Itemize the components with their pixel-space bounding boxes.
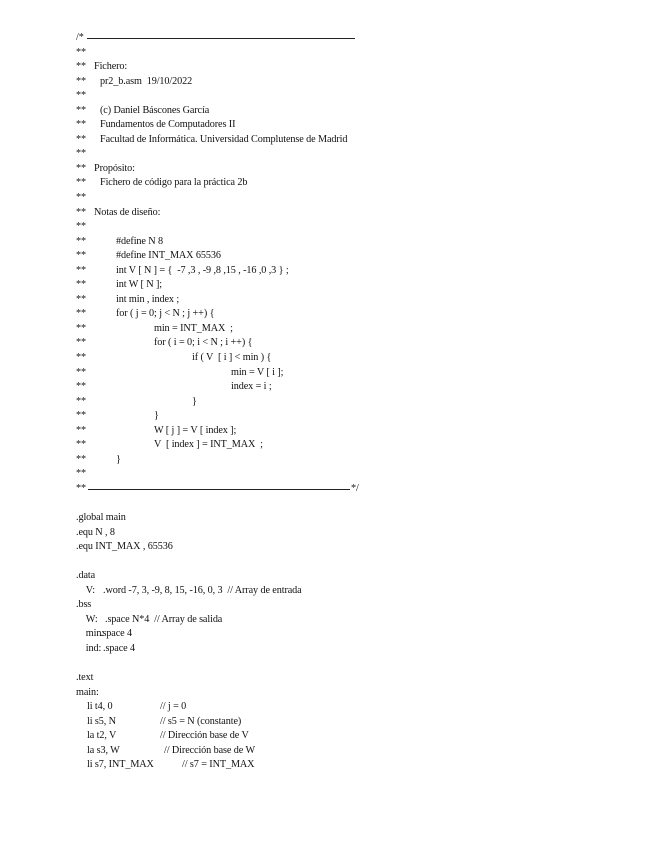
comment-star: **: [76, 75, 86, 87]
directive-text: .global main: [76, 512, 126, 524]
header-line: [76, 409, 636, 424]
comment-star: **: [76, 46, 86, 58]
min-label: min:: [85, 628, 105, 640]
comment-star: **: [76, 381, 86, 393]
directive-line: [76, 526, 636, 541]
label-line: [76, 686, 636, 701]
instruction-line: [76, 758, 636, 773]
header-line: [76, 380, 636, 395]
header-line: [76, 395, 636, 410]
header-line: [76, 89, 636, 104]
header-line: [76, 249, 636, 264]
document-page: [76, 31, 636, 773]
label-line: [76, 642, 636, 657]
header-line: [76, 366, 636, 381]
comment-star: **: [76, 424, 86, 436]
comment-close-prefix: **: [76, 482, 86, 494]
directive-text: .equ N , 8: [76, 526, 115, 538]
header-line-text: }: [116, 453, 121, 465]
header-line: [76, 351, 636, 366]
instruction-line: [76, 715, 636, 730]
comment-star: **: [76, 366, 86, 378]
header-line: [76, 75, 636, 90]
header-line-text: for ( j = 0; j < N ; j ++) {: [116, 308, 215, 320]
comment-star: **: [76, 206, 86, 218]
instruction-op: la s3, W: [87, 744, 120, 756]
w-label: W:: [85, 613, 98, 625]
v-label: V:: [85, 584, 96, 596]
header-line: [76, 104, 636, 119]
comment-star: **: [76, 133, 86, 145]
comment-rule: [88, 489, 350, 490]
comment-star: **: [76, 395, 86, 407]
header-line-text: Fundamentos de Computadores II: [100, 119, 236, 131]
instruction-comment: // s7 = INT_MAX: [182, 759, 255, 771]
comment-open-line: [76, 31, 636, 46]
header-line-text: index = i ;: [231, 381, 272, 393]
header-line-text: min = INT_MAX ;: [154, 322, 233, 334]
header-line: [76, 46, 636, 61]
header-line: [76, 467, 636, 482]
label-line: [76, 627, 636, 642]
header-line-text: }: [192, 395, 197, 407]
header-line-text: V [ index ] = INT_MAX ;: [154, 439, 263, 451]
instruction-op: li s5, N: [87, 715, 116, 727]
header-line: [76, 278, 636, 293]
header-line: [76, 60, 636, 75]
header-line: [76, 220, 636, 235]
header-line: [76, 322, 636, 337]
comment-star: **: [76, 177, 86, 189]
comment-star: **: [76, 308, 86, 320]
section-line: [76, 671, 636, 686]
comment-star: **: [76, 352, 86, 364]
comment-close-mark: */: [351, 482, 359, 494]
instruction-op: li t4, 0: [87, 701, 113, 713]
comment-star: **: [76, 337, 86, 349]
instruction-op: la t2, V: [87, 730, 117, 742]
comment-star: **: [76, 221, 86, 233]
instruction-line: [76, 700, 636, 715]
comment-open-mark: /*: [76, 32, 84, 43]
header-line-text: }: [154, 410, 159, 422]
instruction-comment: // s5 = N (constante): [160, 715, 242, 727]
header-line: [76, 336, 636, 351]
comment-star: **: [76, 192, 86, 204]
header-line-text: Facultad de Informática. Universidad Complutense de Madrid: [100, 133, 348, 145]
header-line-text: Propósito:: [94, 162, 135, 174]
comment-star: **: [76, 264, 86, 276]
header-line: [76, 235, 636, 250]
instruction-comment: // Dirección base de V: [160, 730, 249, 742]
ind-declaration: .space 4: [103, 642, 136, 654]
comment-rule: [87, 38, 355, 39]
bss-section: .bss: [76, 599, 92, 611]
comment-star: **: [76, 162, 86, 174]
comment-star: **: [76, 293, 86, 305]
header-line: [76, 293, 636, 308]
comment-star: **: [76, 90, 86, 102]
header-line: [76, 424, 636, 439]
header-line-text: W [ j ] = V [ index ];: [154, 424, 237, 436]
header-line-text: Fichero de código para la práctica 2b: [100, 177, 248, 189]
header-line: [76, 118, 636, 133]
comment-star: **: [76, 410, 86, 422]
header-line-text: #define N 8: [116, 235, 163, 247]
header-line: [76, 133, 636, 148]
comment-star: **: [76, 104, 86, 116]
comment-star: **: [76, 119, 86, 131]
section-line: [76, 569, 636, 584]
label-line: [76, 613, 636, 628]
instruction-line: [76, 744, 636, 759]
comment-star: **: [76, 468, 86, 480]
comment-close-line: [76, 482, 636, 497]
ind-label: ind:: [85, 642, 102, 654]
header-line-text: (c) Daniel Báscones García: [100, 104, 210, 116]
instruction-comment: // j = 0: [160, 701, 187, 713]
header-line: [76, 438, 636, 453]
header-line: [76, 176, 636, 191]
w-declaration: .space N*4 // Array de salida: [105, 613, 223, 625]
header-line: [76, 453, 636, 468]
header-line: [76, 206, 636, 221]
label-line: [76, 584, 636, 599]
header-line-text: int W [ N ];: [116, 279, 162, 291]
main-label: main:: [76, 686, 99, 698]
directive-line: [76, 511, 636, 526]
text-section: .text: [76, 672, 94, 684]
header-line-text: #define INT_MAX 65536: [116, 250, 221, 262]
header-line-text: pr2_b.asm 19/10/2022: [100, 75, 193, 87]
header-line-text: int V [ N ] = { -7 ,3 , -9 ,8 ,15 , -16 ,0 ,3 } ;: [116, 264, 289, 276]
min-declaration: .space 4: [100, 628, 133, 640]
comment-star: **: [76, 439, 86, 451]
comment-star: **: [76, 250, 86, 262]
header-line-text: for ( i = 0; i < N ; i ++) {: [154, 337, 253, 349]
header-line: [76, 191, 636, 206]
comment-star: **: [76, 279, 86, 291]
header-line-text: Fichero:: [94, 61, 128, 73]
header-line-text: int min , index ;: [116, 293, 180, 305]
header-line-text: Notas de diseño:: [94, 206, 161, 218]
directive-line: [76, 540, 636, 555]
comment-star: **: [76, 61, 86, 73]
header-comment-block: [76, 46, 636, 482]
comment-star: **: [76, 453, 86, 465]
header-line: [76, 162, 636, 177]
header-line: [76, 264, 636, 279]
header-line: [76, 307, 636, 322]
header-line: [76, 147, 636, 162]
comment-star: **: [76, 235, 86, 247]
data-section: .data: [76, 570, 96, 582]
directive-text: .equ INT_MAX , 65536: [76, 541, 173, 553]
header-line-text: if ( V [ i ] < min ) {: [192, 352, 272, 364]
instruction-op: li s7, INT_MAX: [87, 759, 154, 771]
instruction-list: [76, 700, 636, 773]
v-declaration: .word -7, 3, -9, 8, 15, -16, 0, 3 // Array de entrada: [103, 584, 302, 596]
header-line-text: min = V [ i ];: [231, 366, 284, 378]
section-line: [76, 598, 636, 613]
instruction-comment: // Dirección base de W: [164, 744, 255, 756]
comment-star: **: [76, 322, 86, 334]
comment-star: **: [76, 148, 86, 160]
instruction-line: [76, 729, 636, 744]
